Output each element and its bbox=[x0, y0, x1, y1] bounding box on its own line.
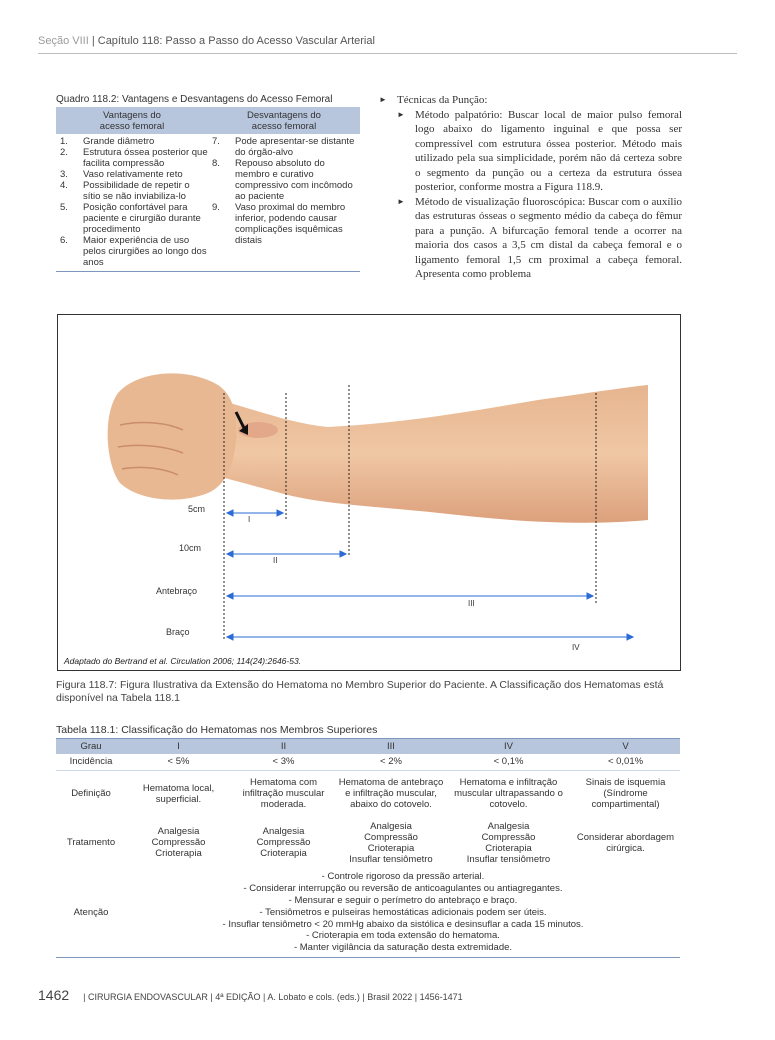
list-item bbox=[56, 180, 208, 202]
treatment-line: Compressão bbox=[256, 837, 311, 848]
label-10cm: 10cm bbox=[179, 543, 202, 553]
item-number: 6. bbox=[60, 235, 68, 246]
treatment-line: Crioterapia bbox=[260, 848, 307, 859]
table-row bbox=[56, 817, 680, 869]
row-label: Atenção bbox=[56, 869, 126, 958]
list-item bbox=[208, 158, 360, 202]
bullet-triangle-icon: ► bbox=[397, 109, 405, 119]
hematoma-classification-table bbox=[56, 738, 680, 958]
fist-shape bbox=[108, 373, 237, 499]
list-item bbox=[208, 136, 360, 158]
quadro-col-disadvantages: Desvantagens do acesso femoral bbox=[247, 109, 321, 132]
table-cell: < 5% bbox=[126, 754, 231, 771]
grade-label-I: I bbox=[248, 515, 251, 524]
list-item bbox=[56, 136, 208, 147]
chapter-title: Capítulo 118: Passo a Passo do Acesso Vascular Arterial bbox=[97, 35, 375, 47]
list-item bbox=[56, 202, 208, 235]
quadro-body bbox=[56, 134, 360, 272]
treatment-line: Analgesia bbox=[157, 826, 200, 837]
table-cell bbox=[446, 817, 571, 869]
list-item: - Considerar interrupção ou reversão de anticoagulantes ou antiagregantes. bbox=[243, 883, 563, 895]
quadro-header bbox=[56, 107, 360, 134]
list-item bbox=[56, 235, 208, 268]
table-cell: Hematoma local, superficial. bbox=[142, 782, 215, 805]
quadro-col-advantages: Vantagens do acesso femoral bbox=[99, 109, 165, 132]
arm-illustration bbox=[58, 315, 681, 671]
table-row bbox=[56, 754, 680, 771]
item-number: 4. bbox=[60, 180, 68, 191]
item-number: 1. bbox=[60, 136, 68, 147]
disadvantages-list bbox=[208, 136, 360, 268]
footer-text: | CIRURGIA ENDOVASCULAR | 4ª EDIÇÃO | A. Lobato e cols. (eds.) | Brasil 2022 | 1456-1471 bbox=[83, 992, 463, 1002]
treatment-line: Compressão bbox=[151, 837, 206, 848]
table-header-row bbox=[56, 739, 680, 754]
table-row bbox=[56, 869, 680, 958]
label-5cm: 5cm bbox=[188, 504, 206, 514]
treatment-line: Analgesia bbox=[262, 826, 305, 837]
list-item: - Crioterapia em toda extensão do hematoma. bbox=[306, 930, 500, 942]
treatment-line: Insuflar tensiômetro bbox=[466, 853, 551, 865]
bullet-item bbox=[397, 108, 682, 195]
header-cell: II bbox=[231, 739, 336, 754]
forearm-shape bbox=[208, 385, 648, 523]
treatment-line: Crioterapia bbox=[155, 848, 202, 859]
item-number: 8. bbox=[212, 158, 220, 169]
list-item bbox=[56, 169, 208, 180]
bullet-text: Método de visualização fluoroscópica: Buscar com o auxílio das estruturas ósseas o segmento médio da cabeça do fêmur para a punção. A bifurcação femoral tende a ocorrer na maioria dos casos a 3,5 cm distal da cabeça femoral e o ligamento femoral 1,5 cm proximal a cabeça femoral. Apresenta como problema bbox=[415, 195, 682, 280]
table-cell: < 0,01% bbox=[571, 754, 680, 771]
table-cell bbox=[126, 817, 231, 869]
item-number: 3. bbox=[60, 169, 68, 180]
list-item: - Insuflar tensiômetro < 20 mmHg abaixo da sistólica e desinsuflar a cada 15 minutos. bbox=[222, 918, 584, 930]
label-braco: Braço bbox=[166, 627, 190, 637]
table-cell: Hematoma de antebraço e infiltração muscular, abaixo do cotovelo. bbox=[338, 777, 444, 811]
table-cell: Hematoma e infiltração muscular ultrapassando o cotovelo. bbox=[454, 777, 563, 811]
table-cell: < 3% bbox=[231, 754, 336, 771]
treatment-line: Crioterapia bbox=[367, 842, 415, 854]
table-cell: < 2% bbox=[336, 754, 446, 771]
treatment-line: Crioterapia bbox=[485, 842, 532, 854]
item-number: 9. bbox=[212, 202, 220, 213]
page-number: 1462 bbox=[38, 987, 70, 1003]
figure-credit: Adaptado do Bertrand et al. Circulation 2006; 114(24):2646-53. bbox=[64, 656, 302, 666]
row-label: Incidência bbox=[56, 754, 126, 771]
bullet-triangle-icon: ► bbox=[397, 196, 405, 206]
item-number: 7. bbox=[212, 136, 220, 147]
item-text: Maior experiência de uso pelos cirurgiões ao longo dos anos bbox=[83, 235, 207, 268]
label-antebraco: Antebraço bbox=[156, 586, 198, 596]
grade-label-IV: IV bbox=[572, 643, 580, 652]
table-cell: Hematoma com infiltração muscular moderada. bbox=[242, 777, 325, 811]
list-item bbox=[208, 202, 360, 246]
figure-hematoma-arm bbox=[57, 314, 681, 671]
section-label: Seção VIII bbox=[38, 35, 89, 47]
header-rule bbox=[38, 53, 737, 54]
item-text: Posição confortável para paciente e cirurgião durante procedimento bbox=[83, 202, 201, 235]
advantages-list bbox=[56, 136, 208, 268]
list-item bbox=[56, 147, 208, 169]
header-cell: III bbox=[336, 739, 446, 754]
grade-label-II: II bbox=[273, 556, 278, 565]
list-item: - Tensiômetros e pulseiras hemostáticas adicionais podem ser úteis. bbox=[259, 906, 547, 918]
treatment-line: Analgesia bbox=[487, 820, 530, 832]
figure-caption: Figura 118.7: Figura Ilustrativa da Extensão do Hematoma no Membro Superior do Paciente. A Classificação dos Hematomas está disponível na Tabela 118.1 bbox=[56, 679, 664, 704]
table-cell bbox=[336, 817, 446, 869]
list-item: - Mensurar e seguir o perímetro do antebraço e braço. bbox=[288, 895, 518, 907]
header-cell: IV bbox=[446, 739, 571, 754]
item-number: 5. bbox=[60, 202, 68, 213]
treatment-line: Compressão bbox=[481, 831, 536, 843]
row-label: Tratamento bbox=[66, 837, 116, 848]
header-separator: | bbox=[91, 35, 95, 47]
header-cell: I bbox=[126, 739, 231, 754]
item-text: Estrutura óssea posterior que facilita compressão bbox=[83, 147, 208, 169]
header-cell: Grau bbox=[56, 739, 126, 754]
bullet-triangle-icon: ► bbox=[379, 95, 387, 104]
table-cell: Sinais de isquemia (Síndrome compartimental) bbox=[585, 777, 666, 811]
item-number: 2. bbox=[60, 147, 68, 158]
bullet-heading bbox=[379, 93, 682, 108]
table-cell: < 0,1% bbox=[446, 754, 571, 771]
treatment-line: Analgesia bbox=[370, 820, 412, 832]
attention-list bbox=[126, 869, 680, 958]
body-text-column bbox=[379, 93, 682, 282]
item-text: Possibilidade de repetir o sítio se não inviabiliza-lo bbox=[83, 180, 190, 202]
table-cell bbox=[231, 817, 336, 869]
table-cell: Considerar abordagem cirúrgica. bbox=[576, 831, 675, 854]
treatment-line: Insuflar tensiômetro bbox=[349, 853, 433, 865]
bullet-item bbox=[397, 195, 682, 282]
quadro-title: Quadro 118.2: Vantagens e Desvantagens do Acesso Femoral bbox=[56, 94, 333, 105]
bullet-text: Método palpatório: Buscar local de maior pulso femoral logo abaixo do ligamento inguinal e que possa ser compressível com estrutura óssea posterior. Método mais utilizado pela sua simplicidade, porém não dá certeza sobre o segmento da punção ou a certeza da estrutura óssea posterior, conforme mostra a Figura 118.9. bbox=[415, 108, 682, 193]
item-text: Pode apresentar-se distante do órgão-alvo bbox=[235, 136, 355, 158]
item-text: Repouso absoluto do membro e curativo compressivo com incômodo ao paciente bbox=[235, 158, 353, 202]
item-text: Grande diâmetro bbox=[83, 136, 155, 147]
table-row bbox=[56, 771, 680, 817]
list-item: - Manter vigilância da saturação desta extremidade. bbox=[293, 942, 513, 954]
treatment-line: Compressão bbox=[364, 831, 418, 843]
list-item: - Controle rigoroso da pressão arterial. bbox=[321, 871, 485, 883]
table-title: Tabela 118.1: Classificação do Hematomas nos Membros Superiores bbox=[56, 724, 378, 736]
quadro-table bbox=[56, 107, 360, 272]
item-text: Vaso relativamente reto bbox=[83, 169, 183, 180]
header-cell: V bbox=[571, 739, 680, 754]
page-footer bbox=[38, 987, 463, 1003]
item-text: Vaso proximal do membro inferior, podendo causar complicações isquêmicas distais bbox=[235, 202, 346, 246]
section-heading: Técnicas da Punção: bbox=[397, 94, 488, 106]
grade-label-III: III bbox=[468, 599, 475, 608]
row-label: Definição bbox=[71, 788, 111, 800]
running-head bbox=[38, 35, 375, 47]
